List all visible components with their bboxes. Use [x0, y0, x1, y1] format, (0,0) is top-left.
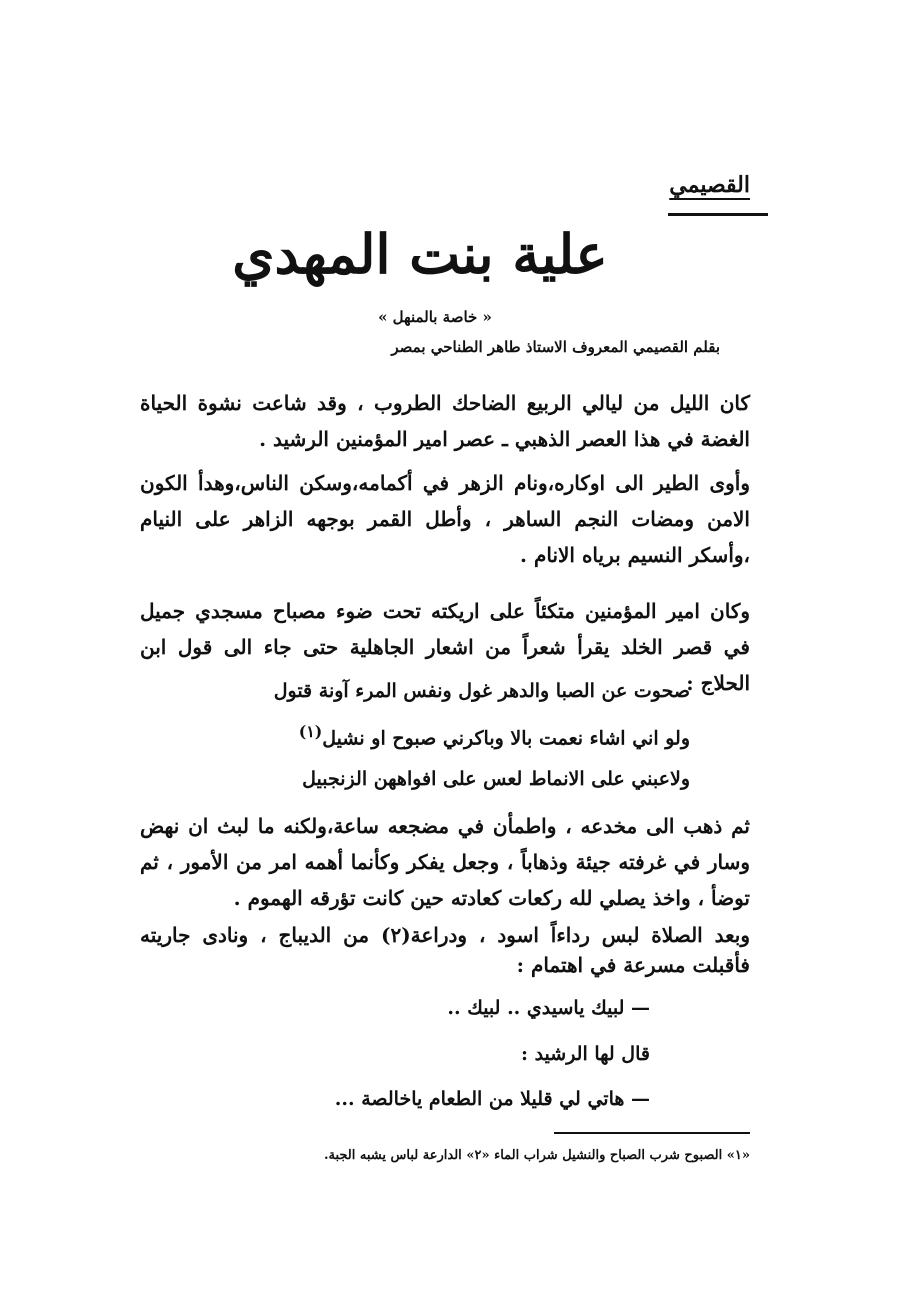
article-title: علية بنت المهدي [232, 222, 608, 286]
verse-line-2-text: ولو اني اشاء نعمت بالا وباكرني صبوح او نشيل [322, 727, 690, 750]
paragraph-1: كان الليل من ليالي الربيع الضاحك الطروب ، وقد شاعت نشوة الحياة الغضة في هذا العصر الذهبي ـ عصر امير المؤمنين الرشيد . [140, 391, 750, 451]
author-underline [668, 213, 768, 216]
footnote-marker-1: (١) [298, 722, 323, 741]
article-subtitle: « خاصة بالمنهل » [378, 308, 492, 326]
paragraph-4: ثم ذهب الى مخدعه ، واطمأن في مضجعه ساعة،ولكنه ما لبث ان نهض وسار في غرفته جيئة وذهاباً ، وجعل يفكر وكأنما أهمه امر من الأمور ، ثم توضأ ، واخذ يصلي لله ركعات كعادته حين كانت تؤرقه الهموم . [140, 814, 750, 910]
dialog-line-2: قال لها الرشيد : [520, 1043, 650, 1065]
paragraph-5: وبعد الصلاة لبس رداءاً اسود ، ودراعة(٢) من الديباج ، ونادى جاريته فأقبلت مسرعة في اهتمام : [140, 923, 750, 977]
footnote-divider [554, 1132, 750, 1134]
author-tag: القصيمي [669, 172, 750, 198]
dialog-line-1: — لبيك ياسيدي .. لبيك .. [447, 997, 650, 1019]
dialog-line-3: — هاتي لي قليلا من الطعام ياخالصة ... [334, 1088, 650, 1110]
verse-line-3: ولاعبني على الانماط لعس على افواههن الزنجبيل [302, 768, 690, 790]
verse-line-2 [130, 722, 690, 749]
footnotes: «١» الصبوح شرب الصباح والنشيل شراب الماء «٢» الدارعة لباس يشبه الجبة. [324, 1148, 750, 1163]
paragraph-2: وأوى الطير الى اوكاره،ونام الزهر في أكمامه،وسكن الناس،وهدأ الكون الامن ومضات النجم الساهر ، وأطل القمر بوجهه الزاهر على النيام ،وأسكر النسيم برياه الانام . [140, 471, 750, 567]
verse-line-1: صحوت عن الصبا والدهر غول ونفس المرء آونة قتول [273, 680, 690, 702]
paragraph-3: وكان امير المؤمنين متكئاً على اريكته تحت ضوء مصباح مسجدي جميل في قصر الخلد يقرأ شعراً من اشعار الجاهلية حتى جاء الى قول ابن الحلاج : [140, 599, 750, 695]
article-byline: بقلم القصيمي المعروف الاستاذ طاهر الطناحي بمصر [391, 338, 720, 356]
